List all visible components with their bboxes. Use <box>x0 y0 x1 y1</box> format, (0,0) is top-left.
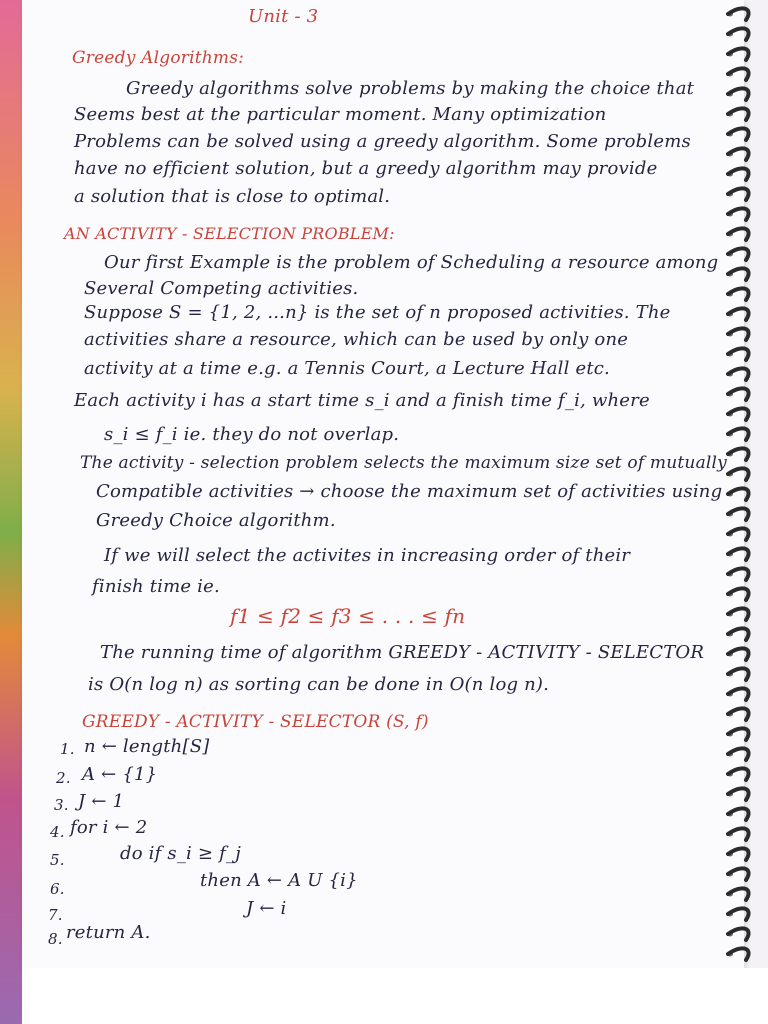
activity-line: The activity - selection problem selects the maximum size set of mutually <box>80 453 727 473</box>
activity-line: Several Competing activities. <box>84 278 359 299</box>
algorithm-step: for i ← 2 <box>70 817 148 838</box>
algorithm-step: J ← i <box>246 898 287 919</box>
activity-line: s_i ≤ f_i ie. they do not overlap. <box>104 424 400 445</box>
step-number: 3. <box>54 796 69 814</box>
activity-line: finish time ie. <box>92 576 220 597</box>
spiral-coil <box>728 788 749 800</box>
spiral-coil <box>728 628 749 640</box>
spiral-coil <box>728 948 749 960</box>
activity-line: activity at a time e.g. a Tennis Court, a Lecture Hall etc. <box>84 358 610 379</box>
intro-line: Problems can be solved using a greedy algorithm. Some problems <box>74 131 691 152</box>
step-number: 7. <box>48 906 63 924</box>
algorithm-step: n ← length[S] <box>84 736 210 757</box>
spiral-coil <box>728 108 749 120</box>
spiral-coil <box>728 388 749 400</box>
section-title: Greedy Algorithms: <box>72 48 245 68</box>
spiral-coil <box>728 448 749 460</box>
step-number: 1. <box>60 740 75 758</box>
spiral-coil <box>728 528 749 540</box>
spiral-coil <box>728 68 749 80</box>
running-time-line: The running time of algorithm GREEDY - ACTIVITY - SELECTOR <box>100 642 705 663</box>
algorithm-title: GREEDY - ACTIVITY - SELECTOR (S, f) <box>82 712 429 732</box>
activity-line: Suppose S = {1, 2, ...n} is the set of n proposed activities. The <box>84 302 671 323</box>
spiral-coil <box>728 668 749 680</box>
spiral-coil <box>728 848 749 860</box>
algorithm-step: return A. <box>66 922 151 943</box>
spiral-coil <box>728 148 749 160</box>
spiral-coil <box>728 828 749 840</box>
step-number: 2. <box>56 769 71 787</box>
intro-line: Greedy algorithms solve problems by making the choice that <box>126 78 695 99</box>
step-number: 5. <box>50 851 65 869</box>
spiral-coil <box>728 728 749 740</box>
spiral-coil <box>728 908 749 920</box>
activity-line: activities share a resource, which can be used by only one <box>84 329 629 350</box>
spiral-coil <box>728 28 749 40</box>
spiral-coil <box>728 8 749 20</box>
spiral-coil <box>728 428 749 440</box>
spiral-coil <box>728 748 749 760</box>
intro-line: have no efficient solution, but a greedy algorithm may provide <box>74 158 658 179</box>
algorithm-step: J ← 1 <box>78 791 125 812</box>
spiral-coil <box>728 248 749 260</box>
spiral-coil <box>728 168 749 180</box>
spiral-coil <box>728 208 749 220</box>
spiral-coil <box>728 708 749 720</box>
algorithm-step: do if s_i ≥ f_j <box>120 843 241 864</box>
spiral-coil <box>728 508 749 520</box>
spiral-coil <box>728 648 749 660</box>
spiral-coil <box>728 348 749 360</box>
finish-time-formula: f1 ≤ f2 ≤ f3 ≤ . . . ≤ fn <box>230 604 466 628</box>
spiral-coil <box>728 288 749 300</box>
spiral-coil <box>728 408 749 420</box>
spiral-coil <box>728 128 749 140</box>
spiral-coil <box>728 268 749 280</box>
step-number: 6. <box>50 880 65 898</box>
activity-line: Compatible activities → choose the maximum set of activities using <box>96 481 723 502</box>
spiral-coil <box>728 88 749 100</box>
activity-title: AN ACTIVITY - SELECTION PROBLEM: <box>64 224 395 243</box>
spiral-coil <box>728 468 749 480</box>
spiral-coil <box>728 188 749 200</box>
step-number: 8. <box>48 930 63 948</box>
activity-line: If we will select the activites in increasing order of their <box>104 545 631 566</box>
activity-line: Our first Example is the problem of Scheduling a resource among <box>104 252 719 273</box>
spiral-coil <box>728 368 749 380</box>
activity-line: Greedy Choice algorithm. <box>96 510 336 531</box>
algorithm-step: then A ← A U {i} <box>200 870 358 891</box>
unit-heading: Unit - 3 <box>248 6 319 27</box>
spiral-coil <box>728 568 749 580</box>
spiral-coil <box>728 688 749 700</box>
spiral-coil <box>728 808 749 820</box>
spiral-coil <box>728 768 749 780</box>
spiral-coil <box>728 928 749 940</box>
spiral-coil <box>728 608 749 620</box>
spiral-coil <box>728 488 749 500</box>
intro-line: Seems best at the particular moment. Many optimization <box>74 104 607 125</box>
table-surface <box>22 968 768 1024</box>
spiral-coil <box>728 48 749 60</box>
activity-line: Each activity i has a start time s_i and a finish time f_i, where <box>74 390 650 411</box>
spiral-coil <box>728 888 749 900</box>
spiral-coil <box>728 308 749 320</box>
step-number: 4. <box>50 823 65 841</box>
intro-line: a solution that is close to optimal. <box>74 186 391 207</box>
spiral-coil <box>728 228 749 240</box>
spiral-coil <box>728 328 749 340</box>
algorithm-step: A ← {1} <box>82 764 158 785</box>
spiral-coil <box>728 588 749 600</box>
spiral-coil <box>728 548 749 560</box>
running-time-line: is O(n log n) as sorting can be done in O(n log n). <box>88 674 550 695</box>
spiral-coil <box>728 868 749 880</box>
spiral-binding <box>716 0 768 968</box>
